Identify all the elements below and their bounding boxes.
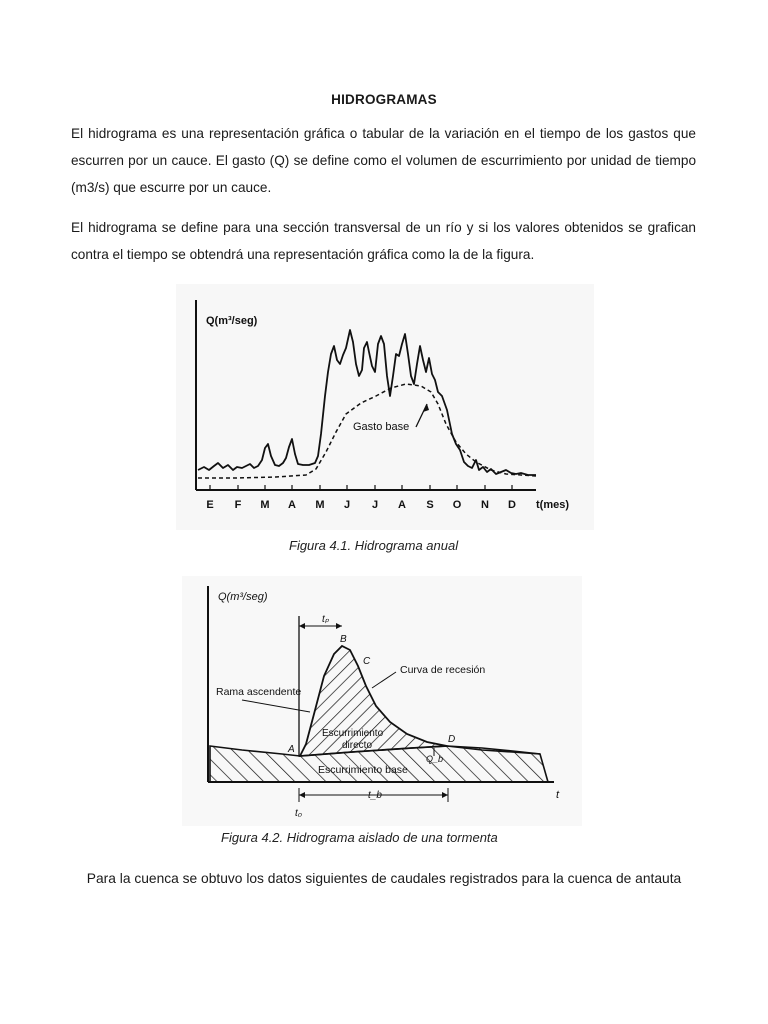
point-label-d: D (448, 734, 456, 745)
point-label-a: A (288, 744, 295, 755)
recession-label: Curva de recesión (400, 664, 486, 676)
direct-runoff-label-1: Escurrimiento (322, 728, 384, 739)
base-flow-label: Escurrimiento base (318, 764, 408, 776)
base-flow-label: Gasto base (353, 421, 410, 433)
y-axis-label: Q(m³/seg) (206, 315, 258, 327)
qb-label: Q_b (426, 754, 444, 764)
month-label: A (398, 499, 406, 511)
month-label: M (315, 499, 325, 511)
month-label: S (426, 499, 434, 511)
closing-paragraph: Para la cuenca se obtuvo los datos siguientes de caudales registrados para la cuenca de antauta (86, 871, 682, 886)
paragraph-hidrograma-section: El hidrograma se define para una sección transversal de un río y si los valores obtenidos se grafican contra el tiempo se obtendrá una representación gráfica como la de la figura. (71, 220, 696, 262)
paragraph-hidrograma-definition: El hidrograma es una representación gráfica o tabular de la variación en el tiempo de los gastos que escurren por un cauce. El gasto (Q) se define como el volumen de escurrimiento por unidad de tiempo (m3/s) que escurre por un cauce. (71, 126, 696, 195)
peak-label-b: B (340, 634, 347, 645)
x-axis-label: t (556, 789, 560, 801)
month-label: A (288, 499, 296, 511)
month-label: F (234, 499, 242, 511)
tb-label: t_b (368, 790, 382, 801)
month-label: N (481, 499, 489, 511)
rising-limb-label: Rama ascendente (216, 686, 302, 698)
figure-annual-hydrograph (176, 284, 594, 530)
point-label-c: C (363, 656, 371, 667)
direct-runoff-label-2: directo (342, 740, 373, 751)
month-label: J (371, 499, 379, 511)
t0-label: t₀ (295, 808, 302, 819)
month-label: J (343, 499, 351, 511)
tp-label: tₚ (322, 614, 330, 625)
month-label: M (260, 499, 270, 511)
figure-storm-hydrograph (182, 576, 582, 826)
x-axis-label: t(mes) (536, 499, 570, 511)
y-axis-label: Q(m³/seg) (218, 591, 268, 603)
page-title: HIDROGRAMAS (331, 92, 437, 107)
month-label: E (206, 499, 214, 511)
figure-1-caption: Figura 4.1. Hidrograma anual (289, 538, 459, 553)
month-label: D (508, 499, 516, 511)
month-label: O (452, 499, 462, 511)
figure-2-caption: Figura 4.2. Hidrograma aislado de una tormenta (221, 830, 498, 845)
